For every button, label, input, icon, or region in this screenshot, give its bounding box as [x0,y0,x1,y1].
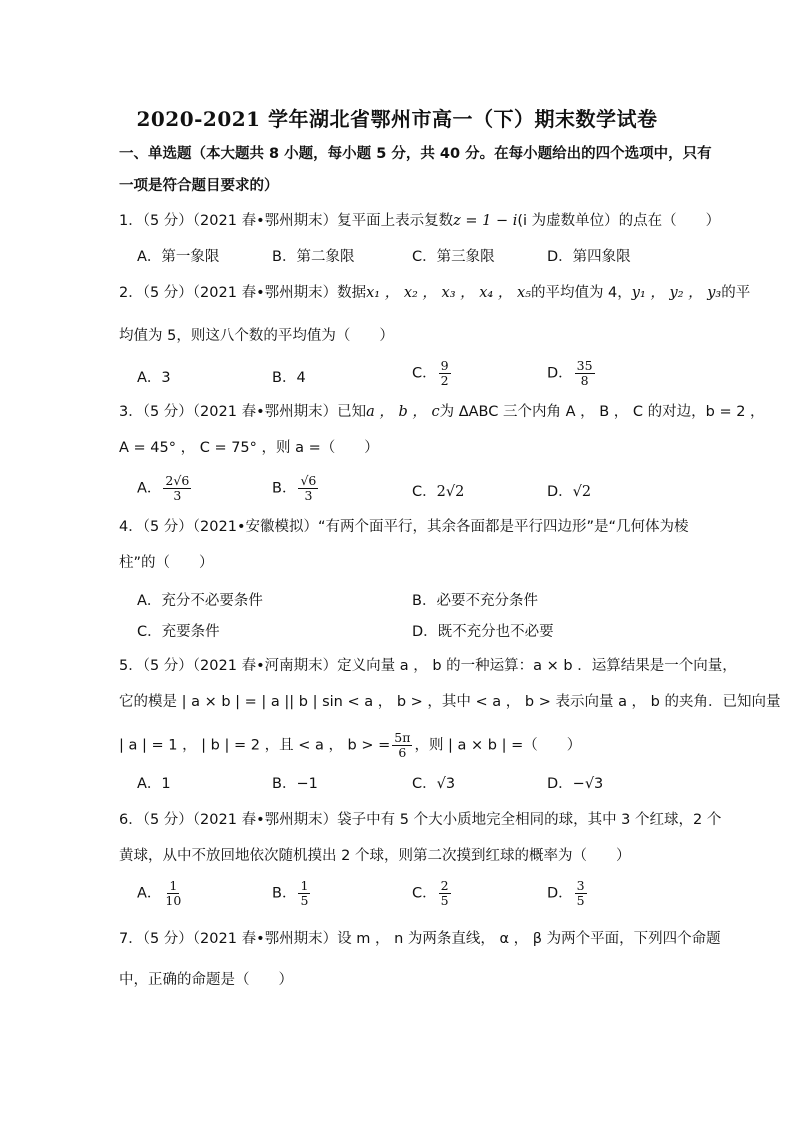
question-3-option-b-fraction: $\frac{√6}{3}$ [300,473,317,503]
question-5-stem-line1: 5．（5 分）（2021 春•河南期末）定义向量 a ， b 的一种运算：a × b ．运算结果是一个向量， [119,658,737,674]
question-5-option-c: C．√3 [412,776,456,792]
question-3-option-a [137,474,193,503]
question-3-option-c [412,482,464,502]
question-2-option-d-fraction: $\frac{35}{8}$ [576,358,593,388]
question-3-option-d-label: D． [547,484,573,500]
section-heading-line1: 一、单选题（本大题共 8 小题，每小题 5 分，共 40 分。在每小题给出的四个选项中，只有 [119,146,712,162]
question-4-option-d: D．既不充分也不必要 [412,624,554,640]
question-6-stem-line1: 6．（5 分）（2021 春•鄂州期末）袋子中有 5 个大小质地完全相同的球，其中 3 个红球，2 个 [119,812,722,828]
question-7-stem-line2: 中，正确的命题是（ ） [119,972,293,988]
question-1-option-b: B．第二象限 [272,249,355,265]
question-6-option-b [272,879,312,908]
page-title: 2020-2021 学年湖北省鄂州市高一（下）期末数学试卷 [136,107,658,131]
question-6-option-c [412,879,453,908]
question-3-option-d-value: √2 [572,484,592,500]
question-4-option-b: B．必要不充分条件 [412,593,538,609]
question-3-vars: a ， b ， c [366,404,440,420]
question-5-option-d: D．−√3 [547,776,604,792]
question-1-stem-b: (i 为虚数单位）的点在（ ） [517,213,721,229]
question-2-x-vars: x₁ ， x₂ ， x₃ ， x₄ ， x₅ [366,285,531,301]
question-1-stem-a: 1．（5 分）（2021 春•鄂州期末）复平面上表示复数 [119,213,454,229]
question-1-stem [119,211,720,231]
question-3-stem-b: 为 ΔABC 三个内角 A ， B ， C 的对边，b = 2 ， [439,404,765,420]
question-5-stem-line3 [119,731,581,760]
section-heading-line2: 一项是符合题目要求的） [119,178,279,194]
question-3-stem-line2: A = 45° ， C = 75° ，则 a =（ ） [119,440,379,456]
question-6-option-a-fraction: $\frac{1}{10}$ [165,878,182,908]
question-5-option-b: B．−1 [272,776,318,792]
question-2-option-a: A．3 [137,370,171,386]
question-6-option-a [137,879,185,908]
question-3-option-d [547,482,591,502]
question-6-option-b-label: B． [272,885,297,902]
question-6-option-a-label: A． [137,885,162,902]
question-4-stem-line1: 4．（5 分）（2021•安徽模拟）“有两个面平行，其余各面都是平行四边形”是“几何体为棱 [119,519,689,535]
question-6-option-d [547,879,589,908]
question-3-option-c-label: C． [412,484,437,500]
question-3-option-b [272,474,320,503]
question-3-option-a-fraction: $\frac{2√6}{3}$ [165,473,190,503]
question-2-stem-b: 的平均值为 4， [530,285,632,301]
question-4-stem-line2: 柱”的（ ） [119,555,214,571]
question-1-option-d: D．第四象限 [547,249,631,265]
question-5-stem-line3-a: | a | = 1 ， | b | = 2 ，且 < a ， b > = [119,737,391,754]
question-2-option-c-fraction: $\frac{9}{2}$ [440,358,449,388]
question-3-option-c-value: 2√2 [436,484,465,500]
question-1-option-c: C．第三象限 [412,249,495,265]
question-2-option-c [412,359,453,388]
question-7-stem-line1: 7．（5 分）（2021 春•鄂州期末）设 m ， n 为两条直线， α ， β 为两个平面，下列四个命题 [119,931,721,947]
question-5-stem-line2: 它的模是 | a × b | = | a || b | sin < a ， b > ，其中 < a ， b > 表示向量 a ， b 的夹角．已知向量 [119,694,781,710]
question-2-y-vars: y₁ ， y₂ ， y₃ [631,285,722,301]
question-1-option-a: A．第一象限 [137,249,220,265]
question-2-option-d-label: D． [547,365,573,382]
question-6-option-d-fraction: $\frac{3}{5}$ [576,878,585,908]
question-4-option-a: A．充分不必要条件 [137,593,263,609]
question-2-stem-c: 的平 [721,285,751,301]
question-2-stem-line2: 均值为 5，则这八个数的平均值为（ ） [119,328,394,344]
question-2-option-c-label: C． [412,365,437,382]
question-5-stem-line3-b: ，则 | a × b | =（ ） [414,737,582,754]
question-3-stem-a: 3．（5 分）（2021 春•鄂州期末）已知 [119,404,367,420]
question-6-option-c-label: C． [412,885,437,902]
question-6-option-c-fraction: $\frac{2}{5}$ [440,878,449,908]
question-2-stem-a: 2．（5 分）（2021 春•鄂州期末）数据 [119,285,367,301]
question-2-option-b: B．4 [272,370,306,386]
question-6-stem-line2: 黄球，从中不放回地依次随机摸出 2 个球，则第二次摸到红球的概率为（ ） [119,848,631,864]
question-2-stem-line1 [119,283,750,303]
question-2-option-d [547,359,597,388]
question-5-angle-fraction: $\frac{5\pi}{6}$ [394,730,411,760]
question-3-stem-line1 [119,402,765,422]
question-1-expr: z = 1 − i [453,213,518,229]
question-4-option-c: C．充要条件 [137,624,220,640]
question-6-option-b-fraction: $\frac{1}{5}$ [300,878,309,908]
question-3-option-a-label: A． [137,480,162,497]
question-6-option-d-label: D． [547,885,573,902]
question-3-option-b-label: B． [272,480,297,497]
question-5-option-a: A．1 [137,776,171,792]
